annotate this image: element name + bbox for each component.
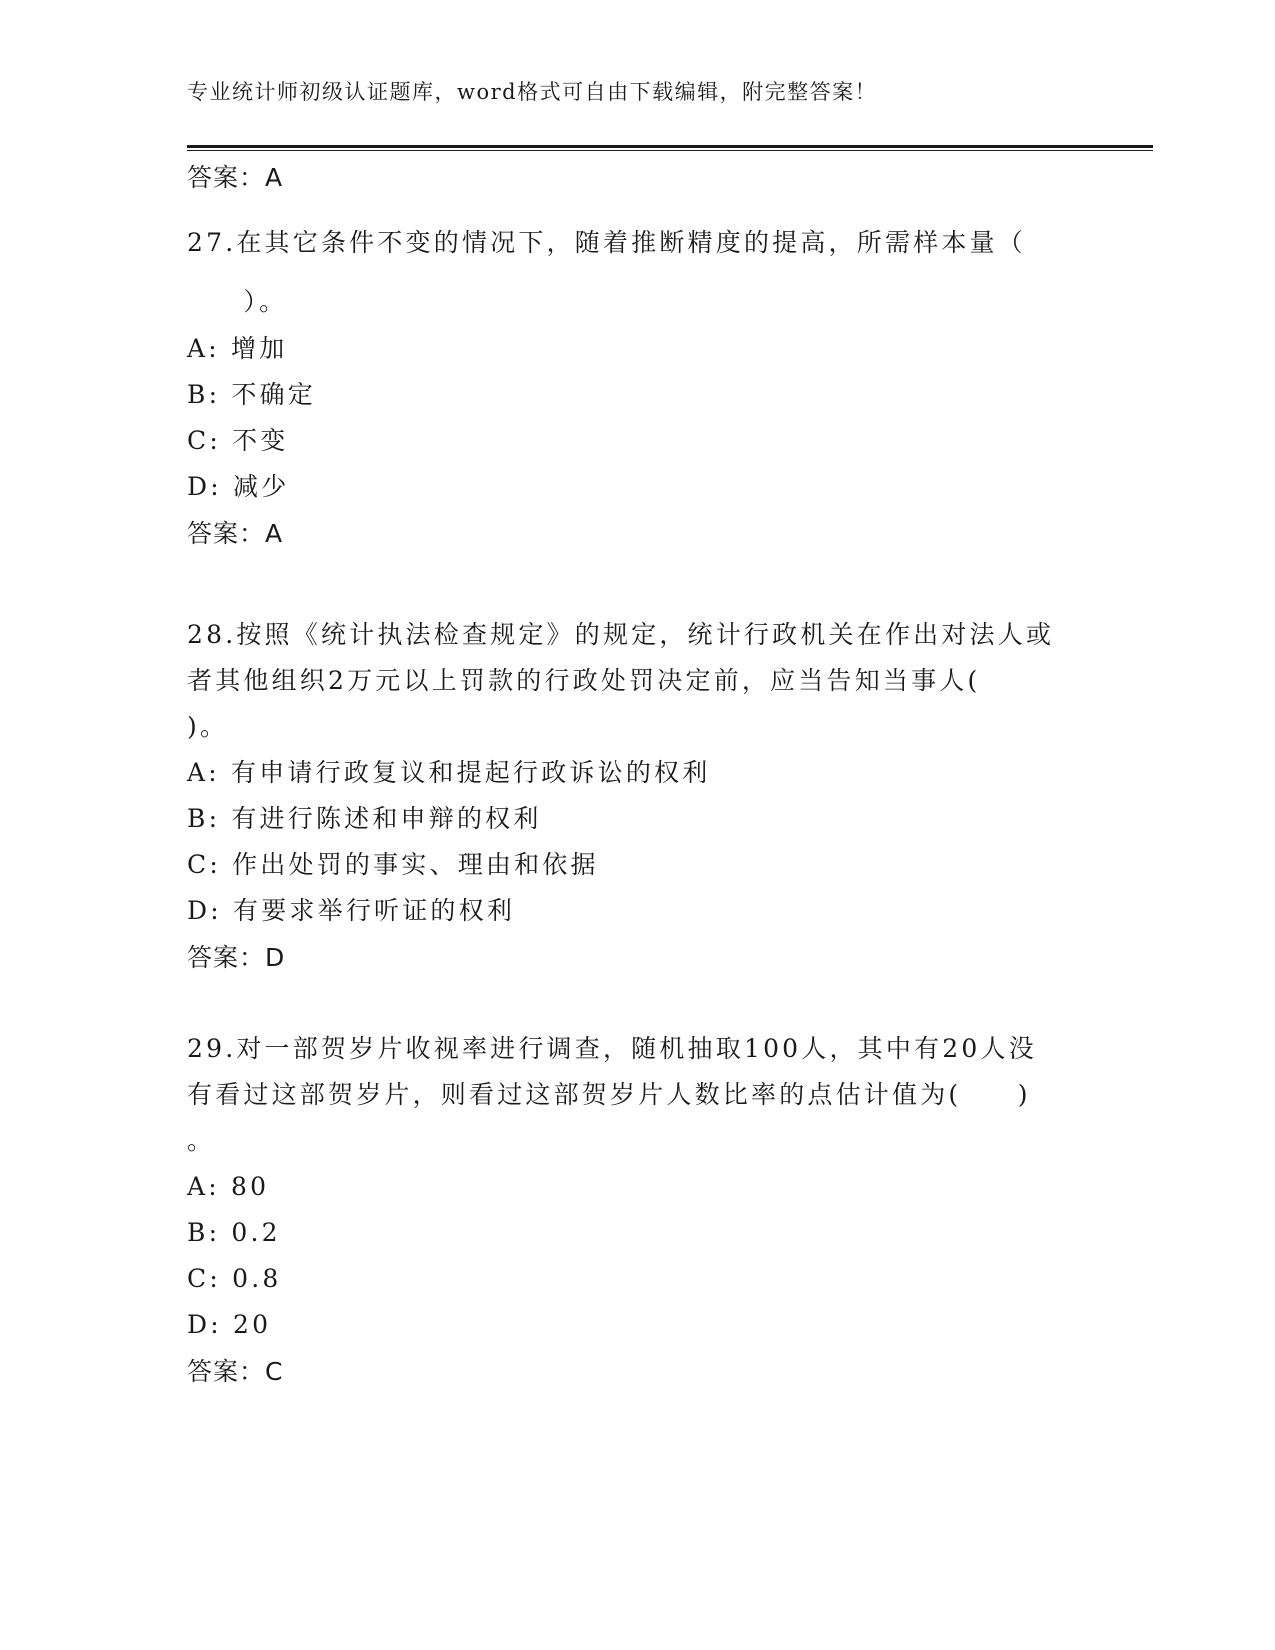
answer-line: 答案：D xyxy=(187,943,286,972)
option-c: C: 不变 xyxy=(187,426,289,455)
option-b: B: 0.2 xyxy=(187,1218,281,1247)
question-stem: 有看过这部贺岁片，则看过这部贺岁片人数比率的点估计值为( ) xyxy=(187,1080,1031,1109)
option-d: D: 有要求举行听证的权利 xyxy=(187,896,516,925)
question-stem: 者其他组织2万元以上罚款的行政处罚决定前，应当告知当事人( xyxy=(187,666,981,695)
option-d: D: 减少 xyxy=(187,472,290,501)
option-b: B: 有进行陈述和申辩的权利 xyxy=(187,804,542,833)
question-stem: 。 xyxy=(187,1126,216,1155)
question-stem: 27.在其它条件不变的情况下，随着推断精度的提高，所需样本量（ xyxy=(187,228,1026,257)
option-b: B: 不确定 xyxy=(187,380,316,409)
option-d: D: 20 xyxy=(187,1310,272,1339)
option-c: C: 0.8 xyxy=(187,1264,282,1293)
page-header: 专业统计师初级认证题库，word格式可自由下载编辑，附完整答案！ xyxy=(187,80,878,104)
question-stem: )。 xyxy=(187,712,229,741)
answer-line: 答案：C xyxy=(187,1357,284,1386)
question-stem: 29.对一部贺岁片收视率进行调查，随机抽取100人，其中有20人没 xyxy=(187,1034,1037,1063)
option-a: A: 80 xyxy=(187,1172,270,1201)
header-rule xyxy=(187,145,1153,148)
header-rule-thin xyxy=(187,150,1153,151)
answer-line: 答案：A xyxy=(187,519,284,548)
option-a: A: 增加 xyxy=(187,334,288,363)
question-stem: 28.按照《统计执法检查规定》的规定，统计行政机关在作出对法人或 xyxy=(187,620,1055,649)
option-c: C: 作出处罚的事实、理由和依据 xyxy=(187,850,599,879)
question-stem: ）。 xyxy=(187,287,288,316)
option-a: A: 有申请行政复议和提起行政诉讼的权利 xyxy=(187,758,711,787)
answer-line: 答案：A xyxy=(187,163,284,192)
